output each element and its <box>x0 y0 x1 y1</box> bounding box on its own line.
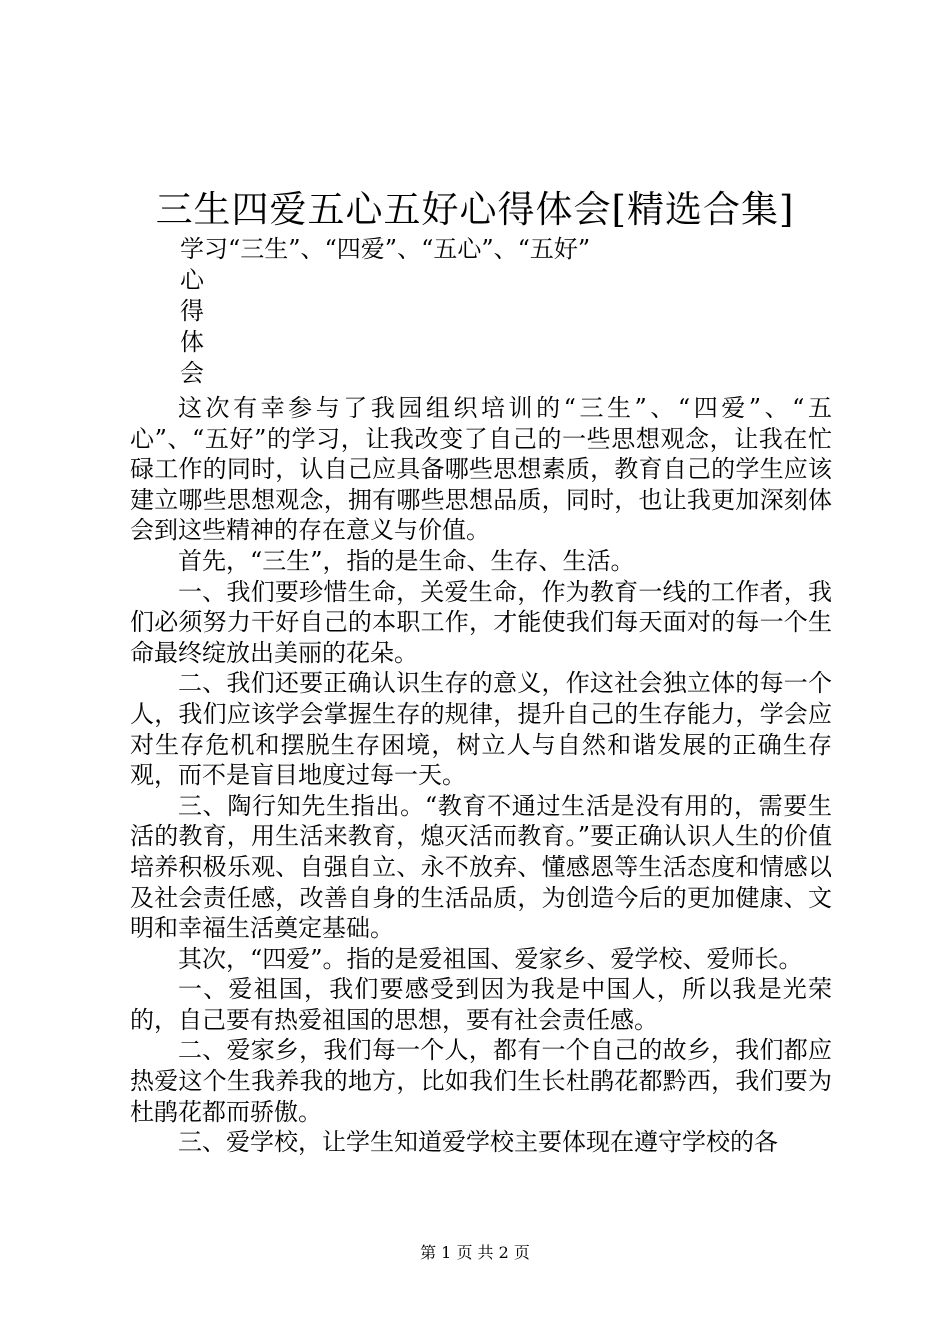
document-subtitle: 学习“三生”、“四爱”、“五心”、“五好” <box>180 235 591 263</box>
paragraph-intro: 这次有幸参与了我园组织培训的“三生”、“四爱”、“五心”、“五好”的学习，让我改变了自己的一些思想观念，让我在忙碌工作的同时，认自己应具备哪些思想素质，教育自己的学生应该建立哪些思想观念，拥有哪些思想品质，同时，也让我更加深刻体会到这些精神的存在意义与价值。 <box>130 394 832 545</box>
paragraph-siai-1: 一、爱祖国，我们要感受到因为我是中国人，所以我是光荣的，自己要有热爱祖国的思想，要有社会责任感。 <box>130 975 832 1034</box>
paragraph-siai-3: 三、爱学校，让学生知道爱学校主要体现在遵守学校的各 <box>178 1128 778 1157</box>
document-body <box>130 393 832 1158</box>
vertical-heading <box>180 265 210 389</box>
vertical-char: 心 <box>180 266 204 294</box>
document-title: 三生四爱五心五好心得体会[精选合集] <box>155 188 795 231</box>
page-footer: 第 1 页 共 2 页 <box>420 1243 530 1262</box>
vertical-char: 会 <box>180 359 204 387</box>
paragraph-sansheng-1: 一、我们要珍惜生命，关爱生命，作为教育一线的工作者，我们必须努力干好自己的本职工作，才能使我们每天面对的每一个生命最终绽放出美丽的花朵。 <box>130 577 832 667</box>
paragraph-siai-2: 二、爱家乡，我们每一个人，都有一个自己的故乡，我们都应热爱这个生我养我的地方，比如我们生长杜鹃花都黔西，我们要为杜鹃花都而骄傲。 <box>130 1036 832 1126</box>
paragraph-sansheng-2: 二、我们还要正确认识生存的意义，作这社会独立体的每一个人，我们应该学会掌握生存的规律，提升自己的生存能力，学会应对生存危机和摆脱生存困境，树立人与自然和谐发展的正确生存观，而不是盲目地度过每一天。 <box>130 669 832 790</box>
vertical-char: 得 <box>180 297 204 325</box>
vertical-char: 体 <box>180 328 204 356</box>
paragraph-sansheng-heading: 首先，“三生”，指的是生命、生存、生活。 <box>178 546 635 575</box>
paragraph-siai-heading: 其次，“四爱”。指的是爱祖国、爱家乡、爱学校、爱师长。 <box>178 944 803 973</box>
paragraph-sansheng-3: 三、陶行知先生指出。“教育不通过生活是没有用的，需要生活的教育，用生活来教育，熄灭活而教育。”要正确认识人生的价值培养积极乐观、自强自立、永不放弃、懂感恩等生活态度和情感以及社会责任感，改善自身的生活品质，为创造今后的更加健康、文明和幸福生活奠定基础。 <box>130 791 832 943</box>
